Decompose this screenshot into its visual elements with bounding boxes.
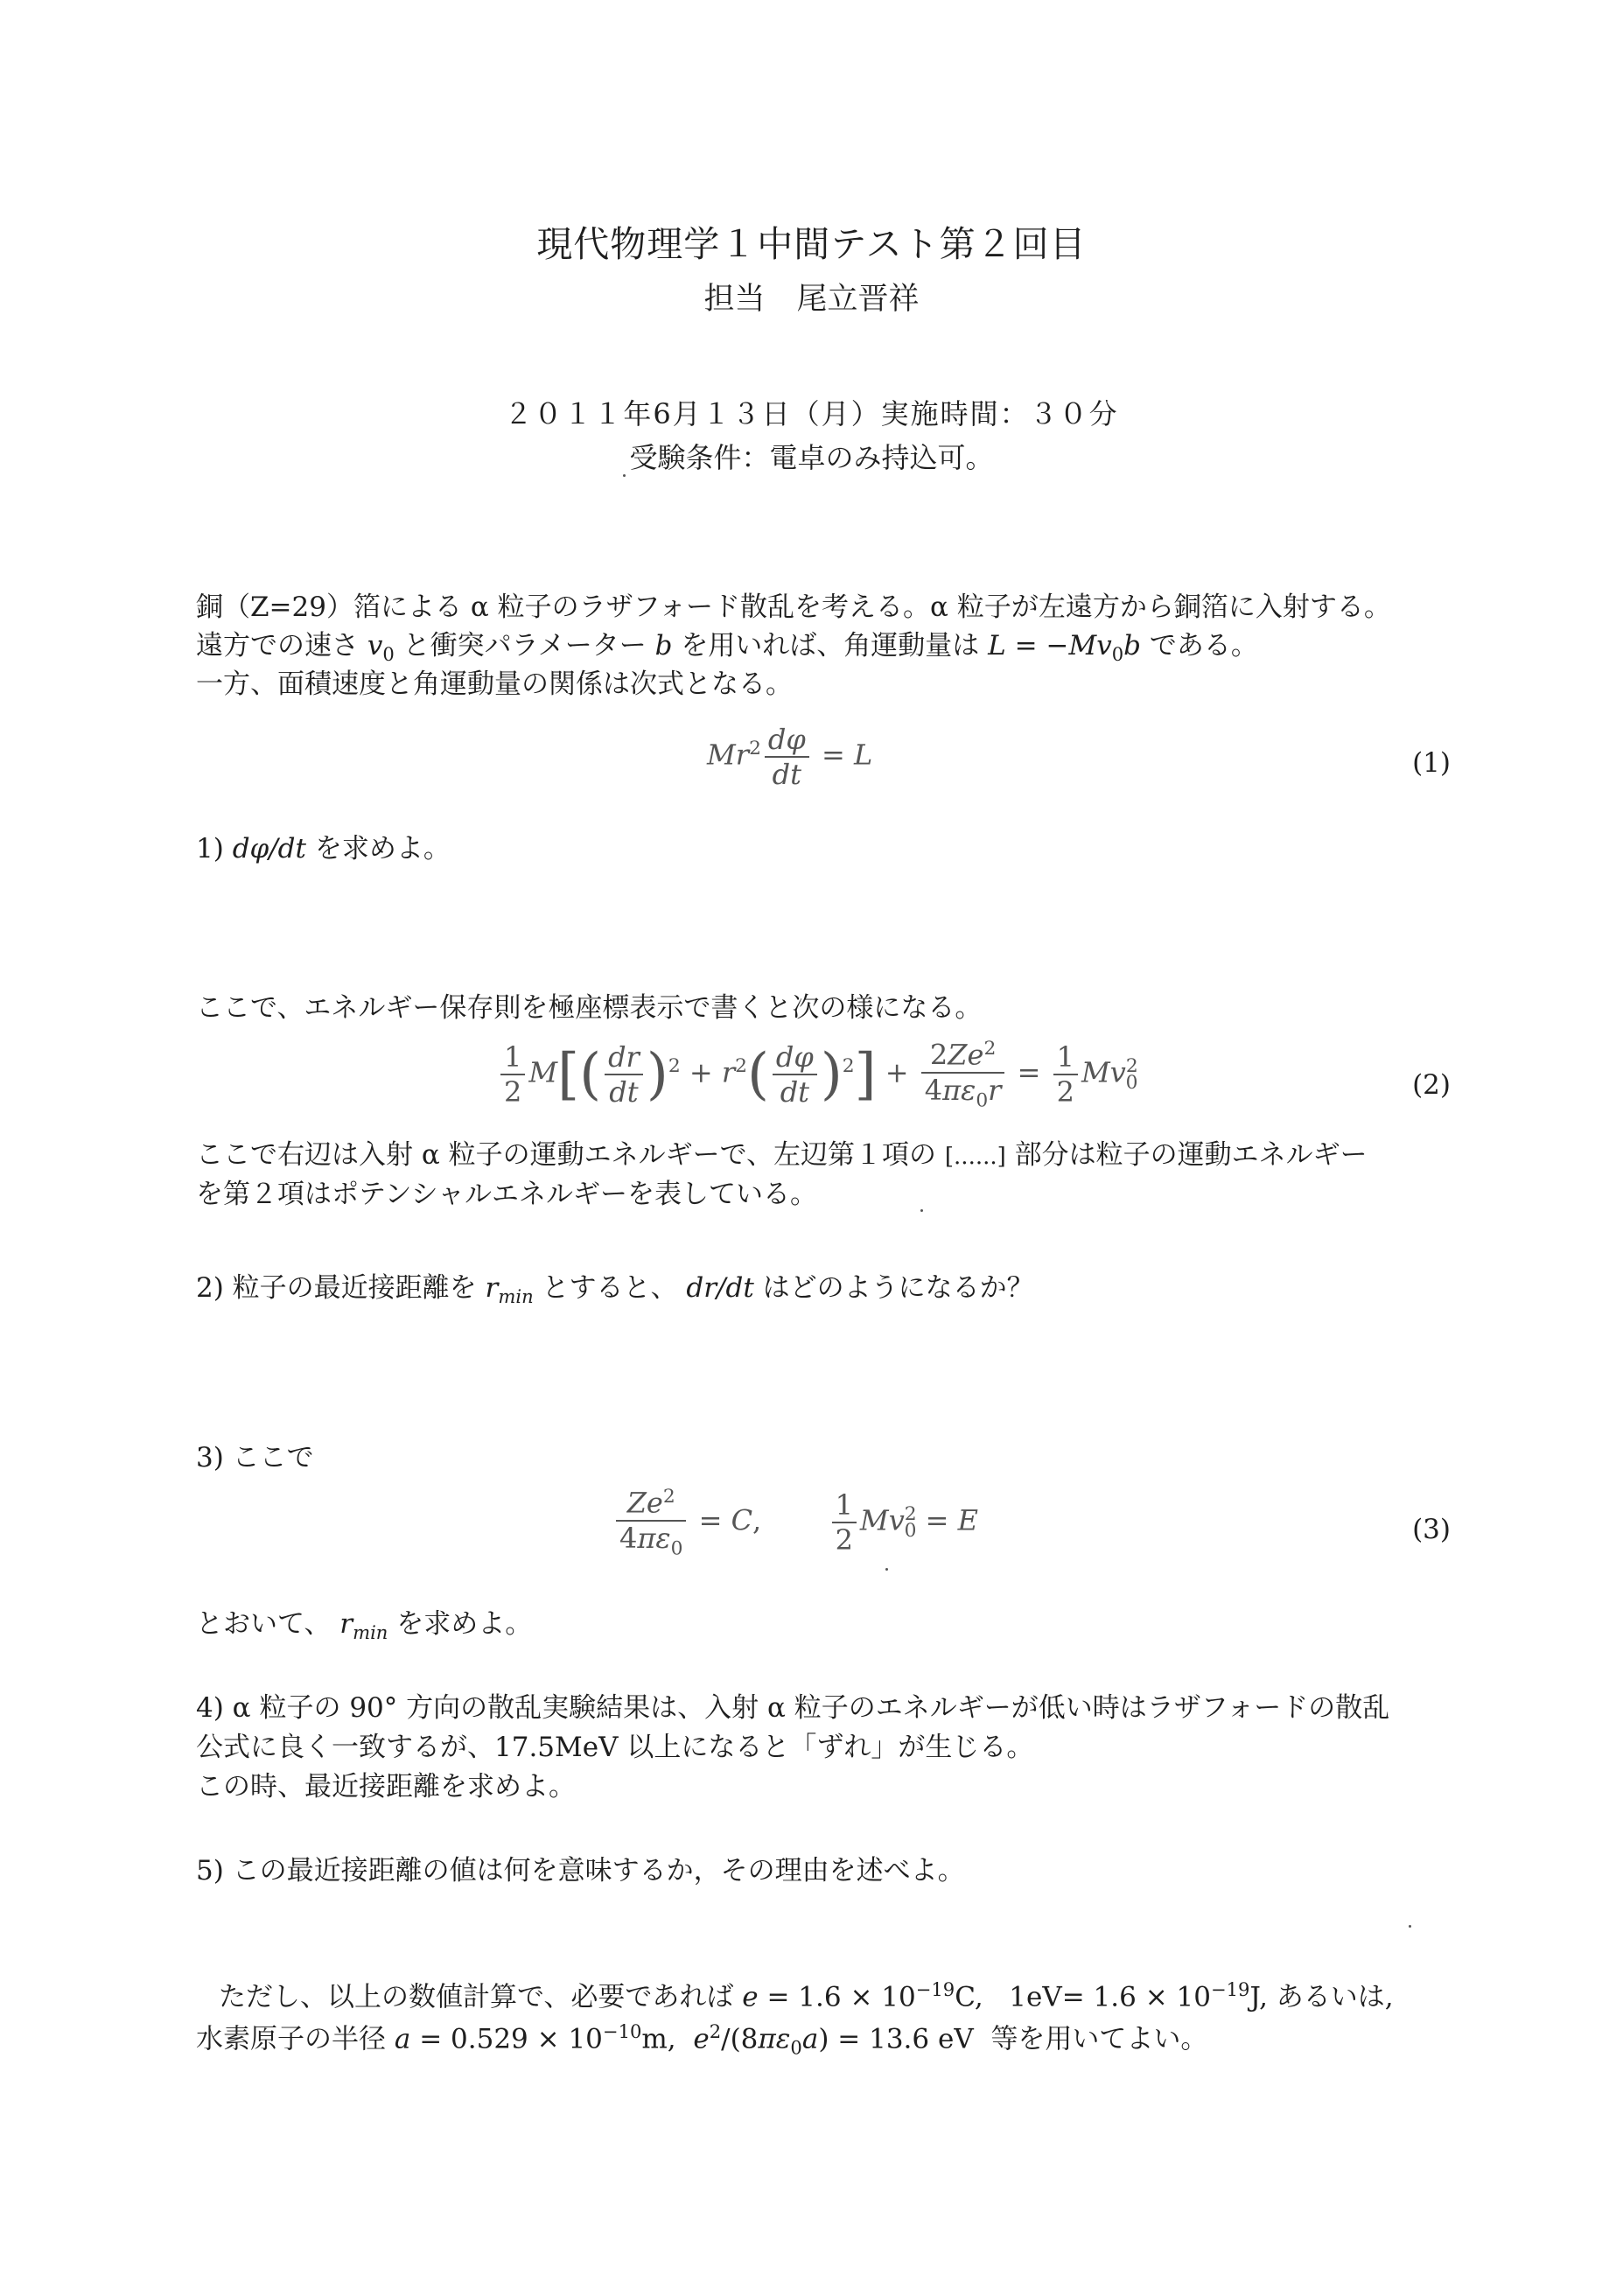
intro-line-3: 一方、面積速度と角運動量の関係は次式となる。 (196, 668, 793, 700)
exam-title: 現代物理学１中間テスト第２回目 (536, 223, 1087, 265)
equation-2-number: (2) (1412, 1069, 1451, 1101)
energy-explain-line-2: を第２項はポテンシャルエネルギーを表している。 (196, 1179, 818, 1210)
scan-speck (1409, 1925, 1411, 1928)
energy-intro: ここで、エネルギー保存則を極座標表示で書くと次の様になる。 (196, 992, 983, 1024)
question-2: 2) 粒子の最近接距離を $r_{min}$ とすると、 dr/dt はどのようになるか？ (196, 1272, 1034, 1308)
question-3-intro: 3) ここで (196, 1442, 314, 1474)
question-5: 5) この最近接距離の値は何を意味するか，その理由を述べよ。 (196, 1855, 965, 1886)
equation-1: Mr$^2$ $\frac{d\varphi}{dt}$ = L (707, 723, 873, 791)
question-4-line-1: 4) α 粒子の 90° 方向の散乱実験結果は、入射 α 粒子のエネルギーが低い時はラザフォードの散乱 (196, 1692, 1390, 1724)
question-1: 1) dφ/dt を求めよ。 (196, 833, 451, 864)
equation-1-number: (1) (1412, 747, 1451, 779)
instructor-label: 担当 (703, 282, 766, 317)
instructor-line (0, 275, 1623, 318)
intro-line-2: 遠方での速さ $v_0$ と衝突パラメーター b を用いれば、角運動量は $L = -Mv_0b$ である。 (196, 630, 1258, 666)
question-4-line-3: この時、最近接距離を求めよ。 (196, 1771, 576, 1802)
equation-3-number: (3) (1412, 1514, 1451, 1545)
equation-2: $\frac{1}{2}$ M[( $\frac{dr}{dt}$ )$^2 + r^2$( $\frac{d\varphi}{dt}$ )$^2$] + $\frac{2Ze^2}{4\pi\varepsilon_0r}$ = $\frac{1}{2}$ $Mv^2_0$ (497, 1038, 1138, 1111)
question-4-line-2: 公式に良く一致するが、17.5MeV 以上になると「ずれ」が生じる。 (196, 1732, 1034, 1763)
scan-speck (623, 474, 626, 477)
exam-date: ２０１１年6月１３日（月）実施時間：３０分 (504, 397, 1119, 430)
note-line-1: ただし、以上の数値計算で、必要であれば $e = 1.6 \times 10^{-19}C$, $1eV= 1.6 \times 10^{-19}J$, あるいは, (219, 1978, 1394, 2013)
equation-3: $\frac{Ze^2}{4\pi\varepsilon_0}$ = C, $\frac{1}{2}$ $Mv^2_0 = E$ (612, 1486, 978, 1559)
energy-explain-line-1: ここで右辺は入射 α 粒子の運動エネルギーで、左辺第１項の [......] 部分は粒子の運動エネルギー (196, 1139, 1368, 1171)
note-line-2: 水素原子の半径 $a = 0.529 \times 10^{-10}m$, $e^2/(8\pi\varepsilon_0a) = 13.6$ eV 等を用いてよい。 (196, 2020, 1208, 2059)
scan-speck (885, 1568, 888, 1571)
instructor-name: 尾立晋祥 (796, 282, 920, 317)
scan-speck (920, 1209, 923, 1212)
question-3: とおいて、 $r_{min}$ を求めよ。 (196, 1608, 533, 1644)
intro-line-1: 銅（Z=29）箔による α 粒子のラザフォード散乱を考える。α 粒子が左遠方から銅箔に入射する。 (196, 592, 1391, 623)
exam-conditions: 受験条件：電卓のみ持込可。 (629, 441, 994, 474)
